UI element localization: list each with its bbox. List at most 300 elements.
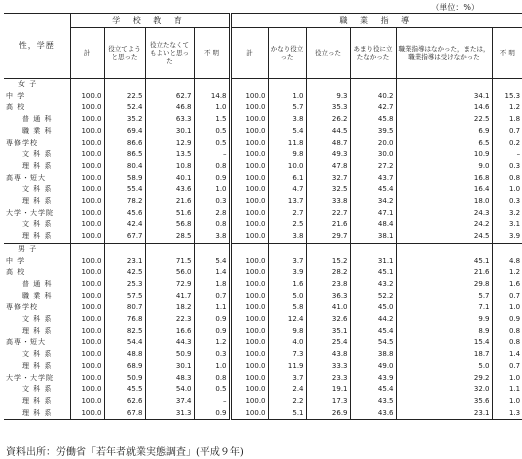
table-row [4,149,522,161]
table-cell: 48.7 [306,138,350,150]
table-cell: 43.5 [350,396,396,408]
table-cell: 1.0 [492,302,522,314]
table-cell: 100.0 [230,302,268,314]
table-cell: 100.0 [230,173,268,185]
row-label: 文 科 系 [22,220,53,229]
table-cell: 45.4 [350,184,396,196]
table-cell: 42.5 [104,267,145,279]
table-cell: 35.3 [306,102,350,114]
table-cell: 21.6 [396,267,492,279]
table-cell: 86.6 [104,138,145,150]
table-cell [70,79,104,91]
table-cell: 45.4 [350,326,396,338]
table-cell: 9.3 [306,91,350,103]
row-label: 理 科 系 [4,408,70,420]
row-label: 高 校 [6,103,26,112]
table-cell: 100.0 [230,314,268,326]
row-label: 文 科 系 [22,315,53,324]
table-cell: 48.3 [145,373,194,385]
table-cell: 40.2 [350,91,396,103]
row-label: 理 科 系 [22,232,53,241]
table-cell: 1.6 [268,279,306,291]
table-cell: 8.9 [396,326,492,338]
row-label: 男 子 [4,243,70,255]
row-label: 専修学校 [6,303,38,312]
table-cell: 52.2 [350,291,396,303]
table-cell: 0.2 [492,138,522,150]
table-cell: 54.4 [104,337,145,349]
table-cell: 29.2 [396,373,492,385]
row-label: 専修学校 [6,138,38,147]
table-cell: 28.2 [306,267,350,279]
table-cell: 45.5 [104,384,145,396]
table-cell: 3.9 [268,267,306,279]
table-cell: 12.9 [145,138,194,150]
table-cell: 100.0 [230,208,268,220]
table-cell: 100.0 [70,279,104,291]
table-cell: 10.0 [268,161,306,173]
table-cell: 78.2 [104,196,145,208]
table-cell: 43.6 [350,408,396,420]
row-label: 理 科 系 [22,326,53,335]
table-cell: 2.5 [268,219,306,231]
table-cell: 9.0 [396,161,492,173]
table-row [4,302,522,314]
table-cell: 100.0 [230,126,268,138]
table-cell: 0.7 [194,291,230,303]
table-cell: 1.4 [492,349,522,361]
table-cell: 100.0 [70,408,104,420]
table-cell: 5.4 [194,256,230,268]
table-cell [268,243,306,255]
table-cell: 15.2 [306,256,350,268]
table-cell: 100.0 [230,291,268,303]
table-cell: 43.6 [145,184,194,196]
table-cell: 100.0 [70,196,104,208]
table-cell: 100.0 [230,149,268,161]
table-cell: 1.0 [194,361,230,373]
unit-note: （単位：%） [431,3,479,12]
table-cell: 42.7 [350,102,396,114]
table-cell: 0.5 [194,138,230,150]
table-cell: 58.9 [104,173,145,185]
table-cell: 7.3 [268,349,306,361]
table-cell [70,243,104,255]
table-cell: 100.0 [70,91,104,103]
source-note: 資料出所：労働省「若年者就業実態調査」(平成９年) [6,447,244,458]
table-cell: 100.0 [70,384,104,396]
table-cell [492,243,522,255]
table-cell: 10.8 [145,161,194,173]
col-header: 職業指導はなかった，または，職業指導は受けなかった [396,28,492,79]
table-cell: 15.3 [492,91,522,103]
table-row [4,396,522,408]
table-cell: 62.6 [104,396,145,408]
table-cell: – [194,396,230,408]
table-cell: 3.7 [268,373,306,385]
row-label: 高専・短大 [6,338,46,347]
table-cell: 1.0 [492,373,522,385]
table-cell: 100.0 [230,279,268,291]
row-label: 文 科 系 [22,350,53,359]
row-label: 女 子 [18,80,38,88]
table-cell: 38.8 [350,349,396,361]
table-row [4,102,522,114]
table-cell: 3.7 [268,256,306,268]
table-cell: 100.0 [70,326,104,338]
table-cell: 100.0 [230,184,268,196]
table-cell: 33.3 [306,361,350,373]
table-cell: 100.0 [230,267,268,279]
table-cell: 24.3 [396,208,492,220]
col-header: 不 明 [194,28,230,79]
table-cell: 28.5 [145,231,194,243]
table-cell: 6.9 [396,126,492,138]
table-row [4,256,522,268]
table-cell: 0.8 [492,337,522,349]
table-cell: 100.0 [230,91,268,103]
table-row [4,291,522,303]
table-cell: 100.0 [70,208,104,220]
table-row [4,384,522,396]
table-cell: 15.4 [396,337,492,349]
table-cell: 46.8 [145,102,194,114]
table-cell: 34.2 [350,196,396,208]
table-cell: 1.8 [492,114,522,126]
row-label: 職 業 科 [22,126,53,135]
table-cell: 9.8 [268,149,306,161]
col-header: 役立たなくてもよいと思った [145,28,194,79]
table-cell: 0.7 [492,291,522,303]
table-cell: 9.9 [396,314,492,326]
table-row [4,79,522,91]
table-cell: 86.5 [104,149,145,161]
table-cell: 56.0 [145,267,194,279]
table-row [4,408,522,420]
table-cell: 1.2 [492,267,522,279]
table-cell: 44.2 [350,314,396,326]
table-row [4,91,522,103]
table-cell: 2.2 [268,396,306,408]
table-cell: 62.7 [145,91,194,103]
table-row [4,326,522,338]
col-header: あまり役に立たなかった [350,28,396,79]
table-cell: – [194,149,230,161]
row-label: 高 校 [6,268,26,277]
table-cell: 22.7 [306,208,350,220]
table-cell: 33.8 [306,196,350,208]
table-cell: 5.8 [268,302,306,314]
table-cell: 43.9 [350,373,396,385]
table-cell: 25.4 [306,337,350,349]
table-cell: 35.1 [306,326,350,338]
table-cell: 100.0 [70,184,104,196]
table-cell: 100.0 [70,126,104,138]
table-cell [306,243,350,255]
col-header: 計 [230,28,268,79]
table-cell: 6.5 [396,138,492,150]
table-cell [104,79,145,91]
table-cell: 68.9 [104,361,145,373]
row-label: 職 業 科 [22,291,53,300]
table-cell: 1.0 [194,102,230,114]
table-cell: 6.1 [268,173,306,185]
table-cell: 100.0 [70,314,104,326]
table-cell: 18.0 [396,196,492,208]
table-cell: 3.8 [194,231,230,243]
table-cell: 44.3 [145,337,194,349]
table-cell: 20.0 [350,138,396,150]
table-cell: 0.8 [194,219,230,231]
table-cell: 41.7 [145,291,194,303]
table-cell: 5.7 [396,291,492,303]
table-cell: 3.9 [492,231,522,243]
table-cell: 45.1 [396,256,492,268]
row-label: 理 科 系 [22,361,53,370]
table-cell [230,79,268,91]
table-cell: 0.5 [194,126,230,138]
table-body [4,79,522,420]
table-cell: 26.2 [306,114,350,126]
table-cell: 22.5 [104,91,145,103]
table-cell: 45.0 [350,302,396,314]
table-cell: 1.0 [492,396,522,408]
table-cell: 67.7 [104,231,145,243]
table-cell: 100.0 [70,138,104,150]
table-cell: 0.9 [194,326,230,338]
row-label: 普 通 科 [22,279,53,288]
table-cell: 100.0 [70,256,104,268]
table-cell [350,79,396,91]
table-cell: 18.7 [396,349,492,361]
table-row [4,161,522,173]
table-cell: 100.0 [70,267,104,279]
table-row [4,243,522,255]
table-cell [492,79,522,91]
table-cell [230,243,268,255]
table-cell: 0.9 [194,408,230,420]
table-cell: 36.3 [306,291,350,303]
table-cell: 13.5 [145,149,194,161]
table-cell: 24.5 [396,231,492,243]
table-cell: 1.1 [492,384,522,396]
table-row [4,219,522,231]
table-cell: 9.8 [268,326,306,338]
table-cell: 23.3 [306,373,350,385]
row-label: 普 通 科 [22,115,53,124]
table-cell: 24.2 [396,219,492,231]
table-cell: 32.0 [396,384,492,396]
table-cell: 42.4 [104,219,145,231]
table-cell: 1.0 [492,184,522,196]
table-cell: 48.4 [350,219,396,231]
table-row [4,126,522,138]
table-cell: 16.4 [396,184,492,196]
statistics-table [4,13,522,420]
table-cell: 11.9 [268,361,306,373]
table-cell: 0.9 [194,314,230,326]
table-cell [396,243,492,255]
table-cell: 76.8 [104,314,145,326]
table-cell: 21.6 [145,196,194,208]
table-row [4,267,522,279]
table-cell: 50.9 [104,373,145,385]
table-cell: 1.1 [194,302,230,314]
table-cell: 38.1 [350,231,396,243]
row-label: 高専・短大 [6,173,46,182]
col-header: かなり役立った [268,28,306,79]
table-cell: 37.4 [145,396,194,408]
table-cell: 45.1 [350,267,396,279]
table-row [4,337,522,349]
table-row [4,279,522,291]
table-cell: 71.5 [145,256,194,268]
table-cell: 30.1 [145,126,194,138]
table-cell: 63.3 [145,114,194,126]
table-cell: 16.6 [145,326,194,338]
table-cell: 23.8 [306,279,350,291]
table-cell: 41.0 [306,302,350,314]
table-cell [104,243,145,255]
table-cell [306,79,350,91]
table-cell: 100.0 [230,373,268,385]
table-cell [145,243,194,255]
row-label: 大学・大学院 [6,208,54,217]
table-cell: 0.7 [492,361,522,373]
row-label: 文 科 系 [22,385,53,394]
table-cell: 3.8 [268,114,306,126]
table-cell: 100.0 [230,231,268,243]
table-row [4,349,522,361]
table-cell: 0.7 [492,126,522,138]
table-cell: 39.5 [350,126,396,138]
table-cell: 25.3 [104,279,145,291]
table-cell: 57.5 [104,291,145,303]
col-header: 不 明 [492,28,522,79]
table-cell: 100.0 [230,256,268,268]
table-cell: 0.3 [492,196,522,208]
table-cell: 100.0 [230,138,268,150]
table-cell: 17.3 [306,396,350,408]
row-label: 理 科 系 [22,197,53,206]
table-row [4,361,522,373]
table-cell: 1.8 [194,279,230,291]
table-cell: 100.0 [230,161,268,173]
table-cell: 82.5 [104,326,145,338]
table-cell: 100.0 [230,337,268,349]
table-cell: 11.8 [268,138,306,150]
table-cell: 55.4 [104,184,145,196]
table-cell: 12.4 [268,314,306,326]
row-label: 理 科 系 [22,396,53,405]
table-cell: 0.3 [194,196,230,208]
table-cell: 14.8 [194,91,230,103]
table-cell: 1.0 [194,184,230,196]
table-cell: 4.8 [492,256,522,268]
table-cell: 51.6 [145,208,194,220]
table-cell: 29.8 [396,279,492,291]
table-cell: 48.8 [104,349,145,361]
table-cell: 7.1 [396,302,492,314]
table-cell: 100.0 [230,349,268,361]
table-cell: 52.4 [104,102,145,114]
table-cell: 100.0 [230,102,268,114]
table-cell: 0.8 [194,161,230,173]
table-cell: 5.0 [396,361,492,373]
table-cell: 5.1 [268,408,306,420]
table-cell: 47.1 [350,208,396,220]
table-row [4,314,522,326]
table-cell: 2.8 [194,208,230,220]
row-label: 中 学 [6,91,26,100]
table-row [4,114,522,126]
table-cell: 100.0 [70,291,104,303]
table-cell: 27.2 [350,161,396,173]
table-cell: 22.5 [396,114,492,126]
table-row [4,373,522,385]
table-cell: 100.0 [230,408,268,420]
table-cell: 49.3 [306,149,350,161]
table-cell: 43.7 [350,173,396,185]
table-cell [396,79,492,91]
table-cell: 100.0 [230,361,268,373]
table-row [4,173,522,185]
table-cell: 100.0 [70,149,104,161]
table-cell: 100.0 [70,361,104,373]
table-cell: 35.2 [104,114,145,126]
group-header-school: 学 校 教 育 [70,14,230,28]
table-cell: 5.7 [268,102,306,114]
table-cell: 1.5 [194,114,230,126]
table-cell: 0.8 [492,173,522,185]
table-cell: 30.1 [145,361,194,373]
table-cell: 5.0 [268,291,306,303]
table-cell: 2.7 [268,208,306,220]
table-cell: 80.4 [104,161,145,173]
row-label: 文 科 系 [22,150,53,159]
table-cell: 2.4 [268,384,306,396]
table-cell: 3.8 [268,231,306,243]
table-cell: 100.0 [230,196,268,208]
table-cell: 4.0 [268,337,306,349]
table-row [4,231,522,243]
table-cell: 100.0 [70,302,104,314]
table-cell: 47.8 [306,161,350,173]
table-row [4,208,522,220]
table-cell: 34.1 [396,91,492,103]
table-row [4,196,522,208]
table-cell: 100.0 [70,373,104,385]
row-label: 中 学 [6,256,26,265]
col-header: 計 [70,28,104,79]
table-cell: 100.0 [70,161,104,173]
table-cell [268,79,306,91]
table-cell: 69.4 [104,126,145,138]
table-cell: 49.0 [350,361,396,373]
table-cell: 31.3 [145,408,194,420]
table-cell: 100.0 [70,337,104,349]
table-cell: 0.5 [194,384,230,396]
table-cell [350,243,396,255]
table-cell: 100.0 [70,173,104,185]
table-cell: 1.3 [492,408,522,420]
table-cell [145,79,194,91]
table-cell: 72.9 [145,279,194,291]
table-cell: 100.0 [230,326,268,338]
table-cell: 67.8 [104,408,145,420]
table-cell: 30.0 [350,149,396,161]
row-header: 性，学歴 [4,14,70,79]
